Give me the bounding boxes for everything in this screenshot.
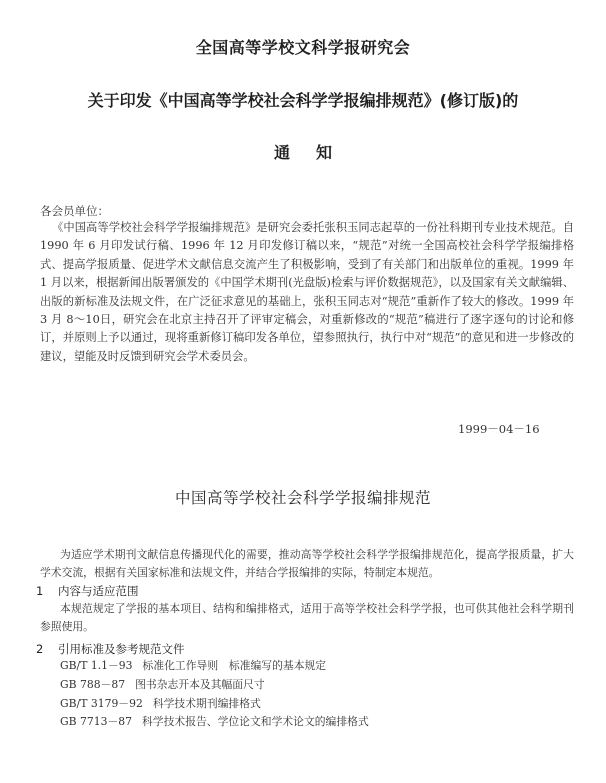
reference-item [60,676,580,695]
reference-title: 科学技术期刊编排格式 [152,696,261,710]
notice-date: 1999－04－16 [458,422,540,436]
section-1-body: 本规范规定了学报的基本项目、结构和编排格式，适用于高等学校社会科学学报，也可供其他社会科学期刊参照使用。 [40,602,574,633]
reference-code: GB/T 3179－92 [60,696,143,710]
section-title: 引用标准及参考规范文件 [58,642,185,656]
section-1-heading [36,583,139,599]
reference-title: 图书杂志开本及其幅面尺寸 [135,677,265,691]
notice-heading: 通知 [273,143,358,162]
reference-list [60,657,580,732]
reference-item [60,713,580,732]
section-number: 2 [36,642,44,656]
standard-title: 中国高等学校社会科学学报编排规范 [174,489,431,507]
section-2-heading [36,641,185,657]
reference-code: GB 788－87 [60,677,126,691]
reference-code: GB 7713－87 [60,715,133,729]
standard-intro-paragraph: 为适应学术期刊文献信息传播现代化的需要，推动高等学校社会科学学报编排规范化，提高学报质量，扩大学术交流，根据有关国家标准和法规文件，并结合学报编排的实际，特制定本规范。 [40,548,574,579]
notice-subject-heading: 关于印发《中国高等学校社会科学学报编排规范》(修订版)的 [87,91,519,110]
reference-title: 标准化工作导则 标准编写的基本规定 [142,659,327,672]
reference-item [60,695,580,714]
section-title: 内容与适应范围 [58,584,139,598]
reference-code: GB/T 1.1－93 [60,659,133,672]
reference-title: 科学技术报告、学位论文和学术论文的编排格式 [142,715,369,729]
salutation: 各会员单位： [40,204,109,218]
section-number: 1 [36,584,44,598]
notice-body-paragraph: 《中国高等学校社会科学学报编排规范》是研究会委托张积玉同志起草的一份社科期刊专业技术规范。自 1990 年 6 月印发试行稿、1996 年 12 月印发修订稿以来，“规范”对统一全国高校社会科学学报编排格式、提高学报质量、促进学术文献信息交流产生了积极影响，受到了有关部门和出版单位的重视。1999 年 1 月以来，根据新闻出版署颁发的《中国学术期刊(光盘版)检索与评价数据规范》，以及国家有关文献编辑、出版的新标准及法规文件，在广泛征求意见的基础上，张积玉同志对“规范”重新作了较大的修改。1999 年 3 月 8～10日，研究会在北京主持召开了评审定稿会，对重新修改的“规范”稿进行了逐字逐句的讨论和修订，并原则上予以通过，现将重新修订稿印发各单位，望参照执行，执行中对“规范”的意见和进一步修改的建议，望能及时反馈到研究会学术委员会。 [40,221,574,363]
organization-heading: 全国高等学校文科学报研究会 [195,38,411,57]
reference-item [60,657,580,676]
